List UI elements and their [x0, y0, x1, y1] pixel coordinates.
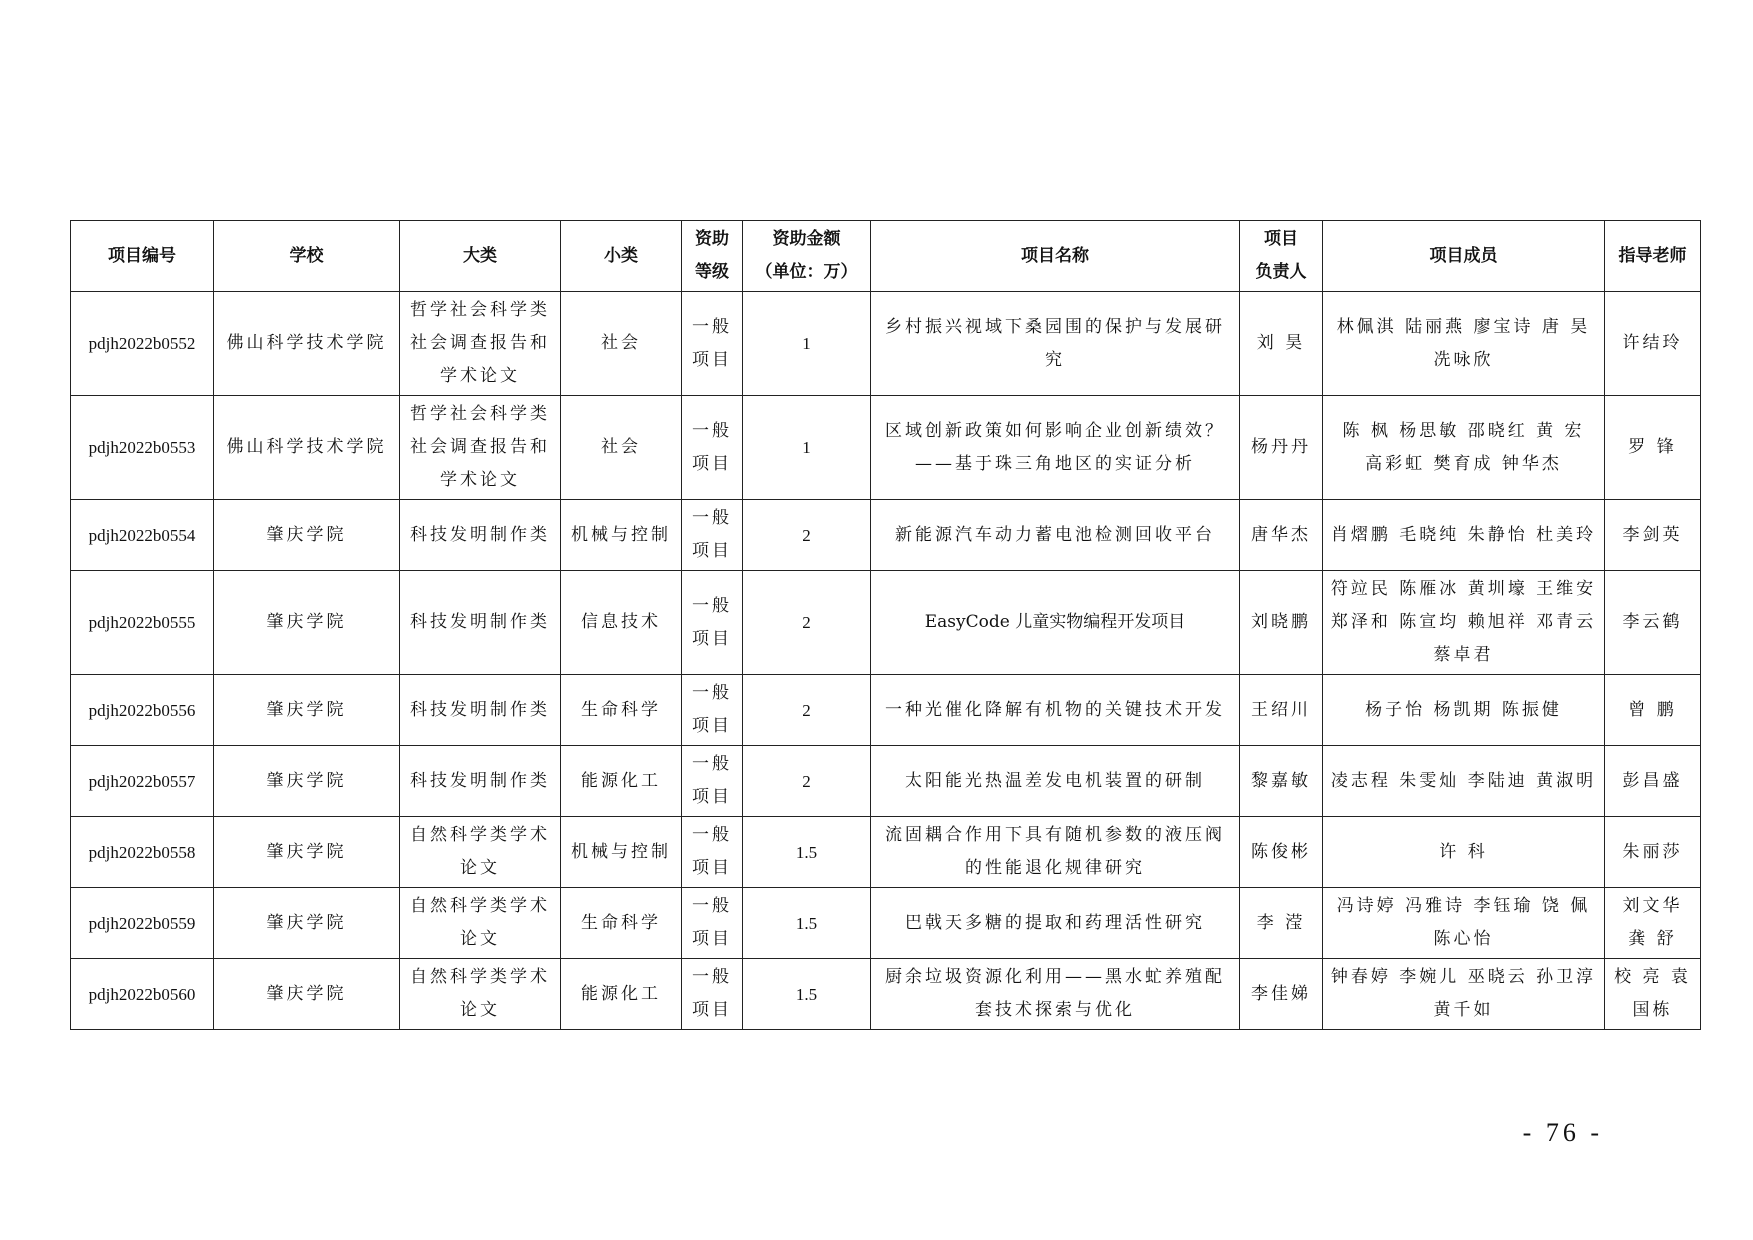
cell-amount: 1.5 [743, 888, 871, 959]
table-row [71, 571, 1701, 675]
cell-members: 凌志程 朱雯灿 李陆迪 黄淑明 [1323, 746, 1605, 817]
cell-leader: 李佳娣 [1240, 959, 1323, 1030]
header-grade [682, 221, 743, 292]
cell-members: 钟春婷 李婉儿 巫晓云 孙卫淳 黄千如 [1323, 959, 1605, 1030]
cell-advisor: 罗 锋 [1605, 396, 1701, 500]
cell-school: 肇庆学院 [214, 571, 400, 675]
cell-major-category: 科技发明制作类 [400, 675, 561, 746]
cell-members: 符竝民 陈雁冰 黄圳壕 王维安 郑泽和 陈宣均 赖旭祥 邓青云 蔡卓君 [1323, 571, 1605, 675]
cell-members: 杨子怡 杨凯期 陈振健 [1323, 675, 1605, 746]
cell-school: 肇庆学院 [214, 959, 400, 1030]
header-grade-line1: 资助 [695, 229, 729, 249]
header-amount-line1: 资助金额 [772, 229, 841, 249]
cell-school: 佛山科学技术学院 [214, 396, 400, 500]
header-major-category: 大类 [400, 221, 561, 292]
cell-project-name: 太阳能光热温差发电机装置的研制 [871, 746, 1240, 817]
cell-grade: 一般项目 [682, 571, 743, 675]
cell-grade: 一般项目 [682, 746, 743, 817]
cell-project-name: 一种光催化降解有机物的关键技术开发 [871, 675, 1240, 746]
cell-grade: 一般项目 [682, 500, 743, 571]
cell-code: pdjh2022b0554 [71, 500, 214, 571]
cell-leader: 唐华杰 [1240, 500, 1323, 571]
header-school: 学校 [214, 221, 400, 292]
cell-members: 肖熠鹏 毛晓纯 朱静怡 杜美玲 [1323, 500, 1605, 571]
header-grade-line2: 等级 [695, 262, 729, 282]
cell-project-name: 区域创新政策如何影响企业创新绩效？——基于珠三角地区的实证分析 [871, 396, 1240, 500]
cell-advisor: 彭昌盛 [1605, 746, 1701, 817]
cell-code: pdjh2022b0560 [71, 959, 214, 1030]
cell-minor-category: 生命科学 [561, 888, 682, 959]
header-amount [743, 221, 871, 292]
cell-major-category: 科技发明制作类 [400, 571, 561, 675]
project-table [70, 220, 1701, 1030]
cell-minor-category: 社会 [561, 292, 682, 396]
cell-school: 肇庆学院 [214, 746, 400, 817]
header-leader [1240, 221, 1323, 292]
cell-advisor: 李云鹤 [1605, 571, 1701, 675]
cell-major-category: 哲学社会科学类社会调查报告和学术论文 [400, 396, 561, 500]
cell-amount: 1 [743, 396, 871, 500]
cell-code: pdjh2022b0552 [71, 292, 214, 396]
cell-project-name: 乡村振兴视域下桑园围的保护与发展研究 [871, 292, 1240, 396]
cell-grade: 一般项目 [682, 888, 743, 959]
cell-project-name: 新能源汽车动力蓄电池检测回收平台 [871, 500, 1240, 571]
header-members: 项目成员 [1323, 221, 1605, 292]
header-code: 项目编号 [71, 221, 214, 292]
cell-major-category: 自然科学类学术论文 [400, 817, 561, 888]
cell-members: 林佩淇 陆丽燕 廖宝诗 唐 昊 冼咏欣 [1323, 292, 1605, 396]
cell-advisor: 李剑英 [1605, 500, 1701, 571]
cell-advisor: 刘文华 龚 舒 [1605, 888, 1701, 959]
cell-amount: 2 [743, 500, 871, 571]
header-advisor: 指导老师 [1605, 221, 1701, 292]
cell-minor-category: 社会 [561, 396, 682, 500]
cell-members: 陈 枫 杨思敏 邵晓红 黄 宏 高彩虹 樊育成 钟华杰 [1323, 396, 1605, 500]
cell-leader: 陈俊彬 [1240, 817, 1323, 888]
cell-advisor: 校 亮 袁国栋 [1605, 959, 1701, 1030]
page-number: - 76 - [1522, 1118, 1603, 1147]
cell-project-name: 巴戟天多糖的提取和药理活性研究 [871, 888, 1240, 959]
cell-school: 肇庆学院 [214, 675, 400, 746]
table-row [71, 888, 1701, 959]
cell-code: pdjh2022b0558 [71, 817, 214, 888]
cell-minor-category: 机械与控制 [561, 817, 682, 888]
cell-project-name: 厨余垃圾资源化利用——黑水虻养殖配套技术探索与优化 [871, 959, 1240, 1030]
cell-code: pdjh2022b0557 [71, 746, 214, 817]
header-leader-line2: 负责人 [1255, 262, 1307, 282]
header-minor-category: 小类 [561, 221, 682, 292]
cell-leader: 杨丹丹 [1240, 396, 1323, 500]
cell-minor-category: 信息技术 [561, 571, 682, 675]
cell-amount: 2 [743, 571, 871, 675]
cell-amount: 1 [743, 292, 871, 396]
cell-major-category: 哲学社会科学类社会调查报告和学术论文 [400, 292, 561, 396]
cell-advisor: 曾 鹏 [1605, 675, 1701, 746]
cell-grade: 一般项目 [682, 396, 743, 500]
table-row [71, 817, 1701, 888]
cell-school: 佛山科学技术学院 [214, 292, 400, 396]
table-row [71, 396, 1701, 500]
table-row [71, 959, 1701, 1030]
cell-major-category: 科技发明制作类 [400, 746, 561, 817]
cell-minor-category: 机械与控制 [561, 500, 682, 571]
table-row [71, 746, 1701, 817]
cell-school: 肇庆学院 [214, 500, 400, 571]
cell-leader: 刘晓鹏 [1240, 571, 1323, 675]
cell-school: 肇庆学院 [214, 817, 400, 888]
cell-amount: 2 [743, 675, 871, 746]
table-header-row [71, 221, 1701, 292]
cell-project-name: EasyCode 儿童实物编程开发项目 [871, 571, 1240, 675]
cell-members: 冯诗婷 冯雅诗 李钰瑜 饶 佩 陈心怡 [1323, 888, 1605, 959]
cell-code: pdjh2022b0553 [71, 396, 214, 500]
cell-grade: 一般项目 [682, 292, 743, 396]
cell-minor-category: 生命科学 [561, 675, 682, 746]
cell-amount: 1.5 [743, 959, 871, 1030]
cell-leader: 黎嘉敏 [1240, 746, 1323, 817]
cell-amount: 2 [743, 746, 871, 817]
cell-code: pdjh2022b0559 [71, 888, 214, 959]
cell-minor-category: 能源化工 [561, 746, 682, 817]
cell-amount: 1.5 [743, 817, 871, 888]
table-row [71, 500, 1701, 571]
header-amount-line2: （单位：万） [755, 262, 858, 282]
cell-minor-category: 能源化工 [561, 959, 682, 1030]
cell-advisor: 朱丽莎 [1605, 817, 1701, 888]
header-project-name: 项目名称 [871, 221, 1240, 292]
cell-leader: 李 滢 [1240, 888, 1323, 959]
header-leader-line1: 项目 [1264, 229, 1298, 249]
cell-major-category: 自然科学类学术论文 [400, 959, 561, 1030]
cell-members: 许 科 [1323, 817, 1605, 888]
cell-project-name: 流固耦合作用下具有随机参数的液压阀的性能退化规律研究 [871, 817, 1240, 888]
cell-grade: 一般项目 [682, 675, 743, 746]
cell-leader: 王绍川 [1240, 675, 1323, 746]
cell-grade: 一般项目 [682, 817, 743, 888]
cell-code: pdjh2022b0556 [71, 675, 214, 746]
cell-leader: 刘 昊 [1240, 292, 1323, 396]
cell-grade: 一般项目 [682, 959, 743, 1030]
cell-major-category: 科技发明制作类 [400, 500, 561, 571]
cell-school: 肇庆学院 [214, 888, 400, 959]
cell-code: pdjh2022b0555 [71, 571, 214, 675]
cell-advisor: 许结玲 [1605, 292, 1701, 396]
table-row [71, 292, 1701, 396]
cell-major-category: 自然科学类学术论文 [400, 888, 561, 959]
table-row [71, 675, 1701, 746]
